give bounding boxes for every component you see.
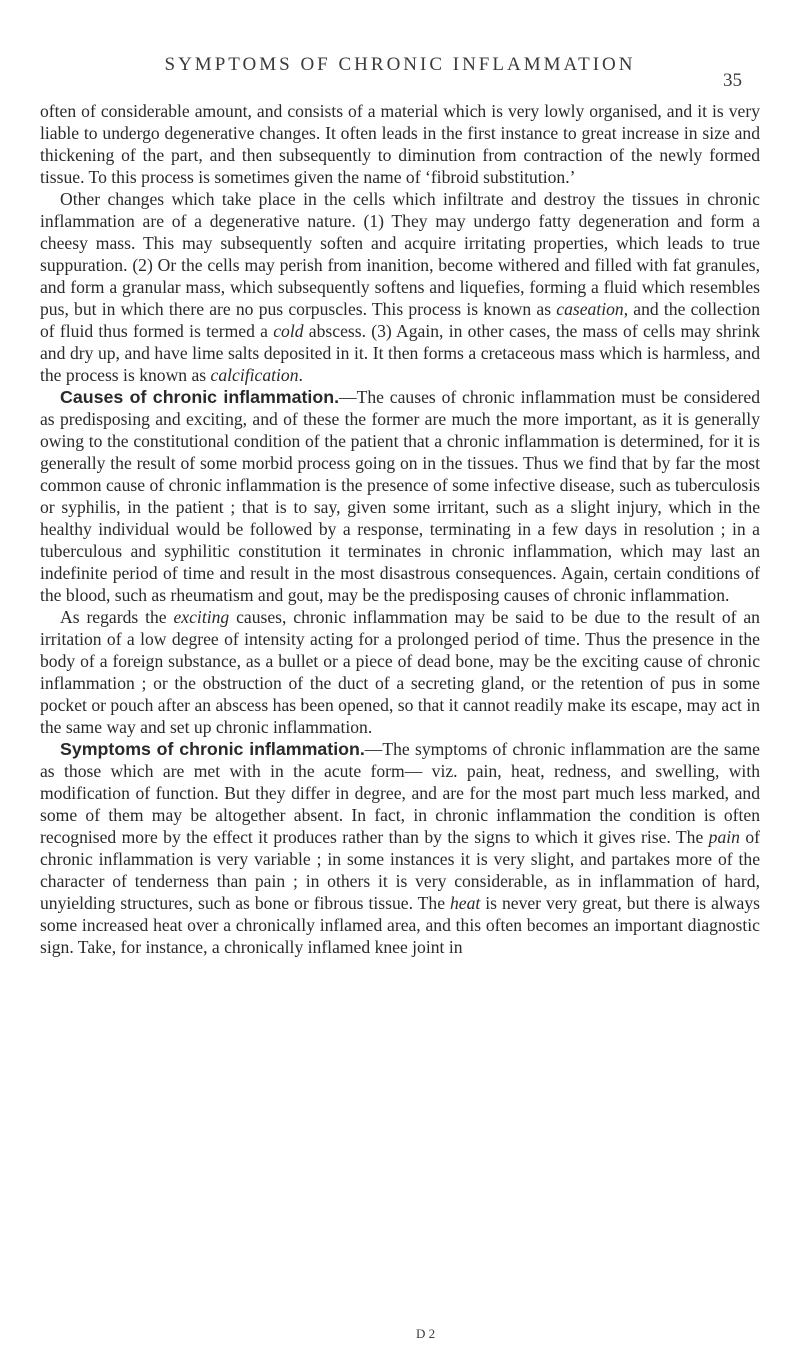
paragraph-degenerative-changes: Other changes which take place in the cells which infiltrate and destroy the tissues in chronic inflammation are of a degenerative nature. (1) They may undergo fatty degeneration and form a cheesy mass. This may subsequently soften and acquire irritating properties, which leads to true suppuration. (2) Or the cells may perish from inanition, become withered and filled with fat granules, and form a granular mass, which subsequently softens and liquefies, forming a fluid which resembles pus, but in which there are no pus corpuscles. This process is known as caseation, and the collection of fluid thus formed is termed a cold abscess. (3) Again, in other cases, the mass of cells may shrink and dry up, and have lime salts deposited in it. It then forms a cretaceous mass which is harmless, and the process is known as calcification.	[40, 189, 760, 385]
signature-mark: D 2	[416, 1326, 436, 1341]
page-number: 35	[723, 70, 742, 91]
paragraph-causes: Causes of chronic inflammation.—The causes of chronic inflammation must be considered as predisposing and exciting, and of these the former are much the more important, as it is generally owing to the constitutional condition of the patient that a chronic inflammation is determined, for it is generally the result of some morbid process going on in the tissues. Thus we find that by far the most common cause of chronic inflammation is the presence of some infective disease, such as tuberculosis or syphilis, in the patient ; that is to say, given some irritant, such as a slight injury, which in the healthy individual would be followed by a response, terminating in a few days in resolution ; in a tuberculous and syphilitic constitution it terminates in chronic inflammation, which may last an indefinite period of time and result in the most disastrous consequences. Again, certain conditions of the blood, such as rheumatism and gout, may be the predisposing causes of chronic inflammation.	[40, 387, 761, 605]
term-caseation: caseation	[556, 299, 624, 319]
term-exciting: exciting	[173, 607, 230, 627]
paragraph-symptoms: Symptoms of chronic inflammation.—The symptoms of chronic inflammation are the same as those which are met with in the acute form— viz. pain, heat, redness, and swelling, with modification of function. But they differ in degree, and are for the most part much less marked, and some of them may be altogether absent. In fact, in chronic inflammation the condition is often recognised more by the effect it produces rather than by the signs to which it gives rise. The pain of chronic inflammation is very variable ; in some instances it is very slight, and partakes more of the character of tenderness than pain ; in others it is very considerable, as in inflammation of hard, unyielding structures, such as bone or fibrous tissue. The heat is never very great, but there is always some increased heat over a chronically inflamed area, and this often becomes an important diagnostic sign. Take, for instance, a chronically inflamed knee joint in	[40, 739, 760, 957]
term-calcification: calcification	[210, 365, 299, 385]
running-title: SYMPTOMS OF CHRONIC INFLAMMATION	[164, 54, 636, 75]
term-cold: cold	[273, 321, 304, 341]
term-pain: pain	[708, 827, 740, 847]
page-body	[40, 100, 760, 958]
section-heading-causes: Causes of chronic inflammation.	[60, 387, 340, 407]
section-heading-symptoms: Symptoms of chronic inflammation.	[60, 739, 365, 759]
paragraph-exciting-causes: As regards the exciting causes, chronic inflammation may be said to be due to the result of an irritation of a low degree of intensity acting for a prolonged period of time. Thus the presence in the body of a foreign substance, as a bullet or a piece of dead bone, may be the exciting cause of chronic inflammation ; or the obstruction of the duct of a secreting gland, or the retention of pus in some pocket or pouch after an abscess has been opened, so that it cannot readily make its escape, may act in the same way and set up chronic inflammation.	[40, 607, 760, 737]
paragraph-fibroid-substitution: often of considerable amount, and consists of a material which is very lowly organised, and it is very liable to undergo degenerative changes. It often leads in the first instance to great increase in size and thickening of the part, and then subsequently to diminution from contraction of the newly formed tissue. To this process is sometimes given the name of ‘fibroid substitution.’	[40, 101, 760, 187]
term-heat: heat	[449, 893, 481, 913]
